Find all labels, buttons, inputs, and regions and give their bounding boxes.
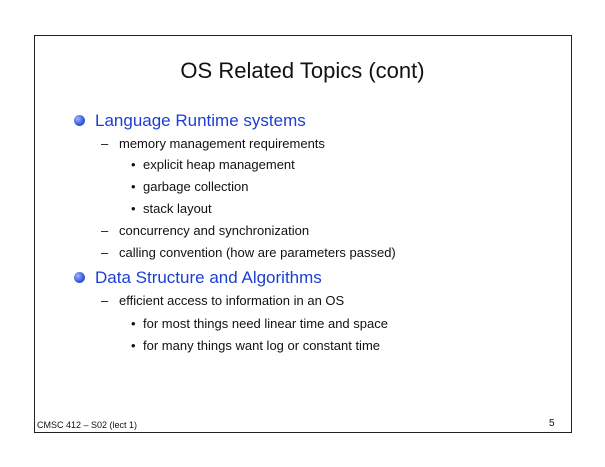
dot-bullet: • xyxy=(131,201,136,216)
subtopic-label: calling convention (how are parameters passed) xyxy=(119,245,396,260)
item-label: garbage collection xyxy=(143,179,249,194)
dot-bullet: • xyxy=(131,157,136,172)
subtopic-label: concurrency and synchronization xyxy=(119,223,310,238)
item-label: stack layout xyxy=(143,201,212,216)
dot-bullet: • xyxy=(131,316,136,331)
page-number: 5 xyxy=(549,418,555,429)
dot-bullet: • xyxy=(131,338,136,353)
dash-bullet: – xyxy=(101,245,109,260)
dash-bullet: – xyxy=(101,293,109,308)
sphere-bullet-icon xyxy=(74,115,85,126)
subtopic-label: efficient access to information in an OS xyxy=(119,293,345,308)
topic-label: Data Structure and Algorithms xyxy=(95,268,322,287)
item-label: explicit heap management xyxy=(143,157,295,172)
item-label: for most things need linear time and space xyxy=(143,316,388,331)
dash-bullet: – xyxy=(101,223,109,238)
subtopic-label: memory management requirements xyxy=(119,136,325,151)
topic-label: Language Runtime systems xyxy=(95,111,306,130)
slide-title: OS Related Topics (cont) xyxy=(180,58,425,83)
dash-bullet: – xyxy=(101,136,109,151)
sphere-bullet-icon xyxy=(74,272,85,283)
item-label: for many things want log or constant time xyxy=(143,338,381,353)
dot-bullet: • xyxy=(131,179,136,194)
footer-course-label: CMSC 412 – S02 (lect 1) xyxy=(37,420,138,430)
